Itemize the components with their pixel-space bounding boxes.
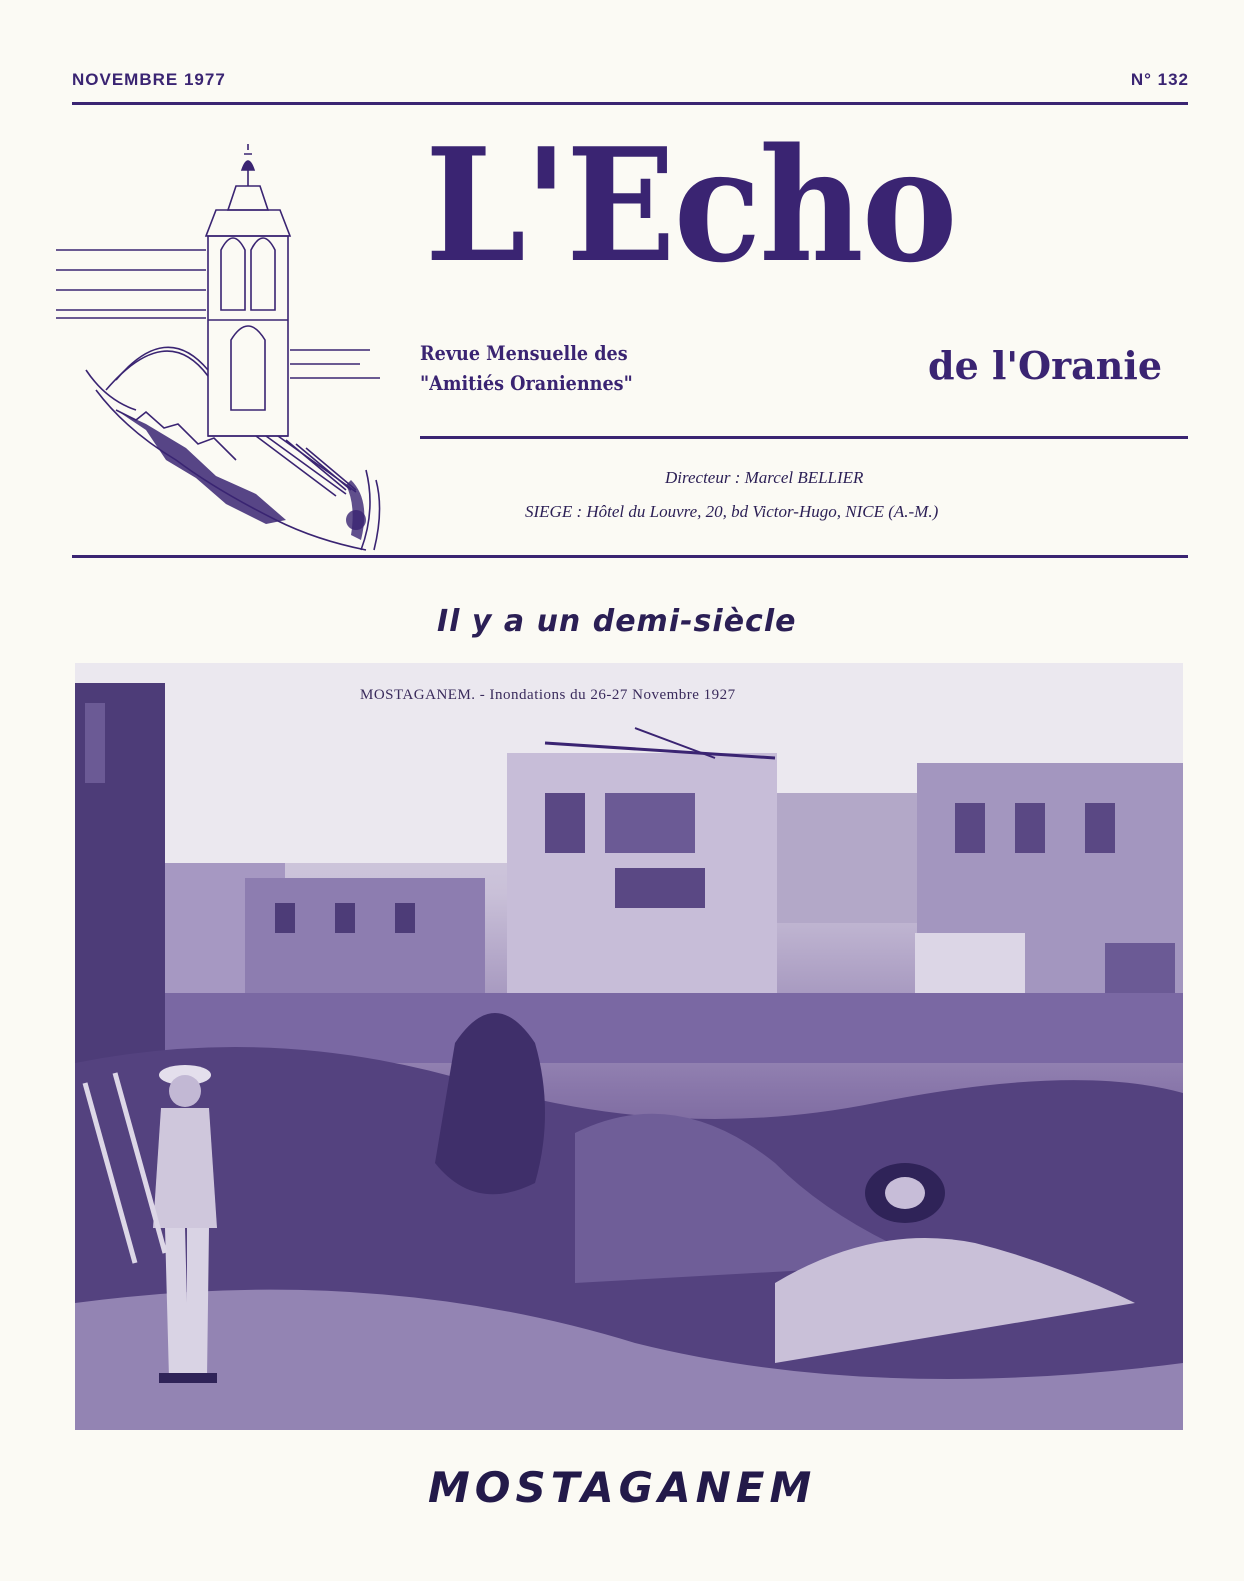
tagline-line-2: "Amitiés Oraniennes" <box>420 371 633 395</box>
footer-title: MOSTAGANEM <box>428 1463 817 1512</box>
flood-photograph <box>75 663 1183 1430</box>
masthead-title: L'Echo <box>425 114 956 297</box>
masthead-subtitle: de l'Oranie <box>928 343 1163 388</box>
photo-caption: MOSTAGANEM. - Inondations du 26-27 Novembre 1927 <box>360 687 736 703</box>
tagline-line-1: Revue Mensuelle des <box>420 341 628 365</box>
section-rule <box>72 555 1188 558</box>
church-illustration <box>56 140 386 557</box>
issue-number: N° 132 <box>1130 70 1189 89</box>
masthead-rule <box>420 436 1188 439</box>
headline: Il y a un demi-siècle <box>437 604 797 639</box>
masthead-tagline <box>420 338 633 398</box>
top-rule <box>72 102 1188 105</box>
issue-date: NOVEMBRE 1977 <box>72 70 226 89</box>
director-line: Directeur : Marcel BELLIER <box>665 468 864 487</box>
siege-address: SIEGE : Hôtel du Louvre, 20, bd Victor-Hugo, NICE (A.-M.) <box>525 502 939 521</box>
